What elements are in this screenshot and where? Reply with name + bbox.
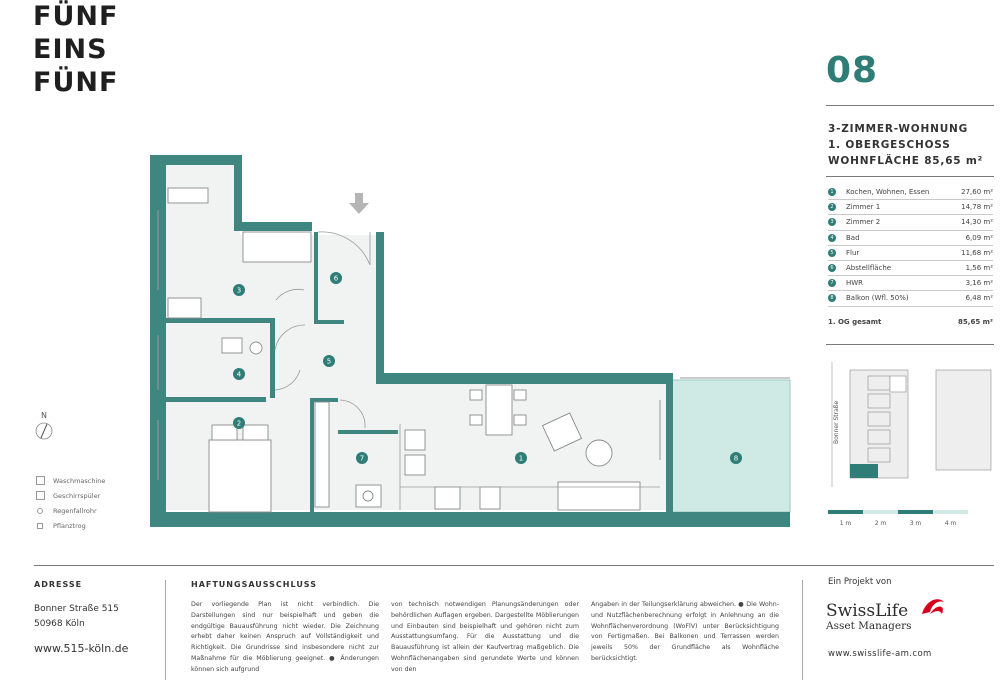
legend-item [36, 503, 105, 518]
disclaimer-column-2: von technisch notwendigen Planungsänderungen oder behördlichen Auflagen ergeben. Dargestellte Möblierungen und Einbauten sind beispielhaft und gehören nicht zum Ausstattungsumfang. Für die Ausstattung und die Bauausführung ist allein der Kaufvertrag maßgeblich. Die Wohnflächenangaben sind gerundete Werte und können von den [391, 601, 579, 673]
apartment-floor: 1. OBERGESCHOSS [828, 139, 951, 151]
room-number-badge: 6 [828, 264, 836, 272]
room-number-badge: 1 [828, 188, 836, 196]
apartment-type: 3-ZIMMER-WOHNUNG [828, 123, 969, 135]
total-row [828, 313, 993, 331]
key-plan [828, 362, 993, 487]
svg-text:2: 2 [236, 419, 242, 428]
room-name: HWR [846, 279, 864, 288]
room-area: 3,16 m² [965, 279, 993, 288]
project-by-label: Ein Projekt von [828, 577, 892, 587]
room-name: Balkon (Wfl. 50%) [846, 294, 909, 303]
balcony-area [670, 380, 790, 512]
scale-label: 2 m [874, 520, 887, 527]
svg-text:7: 7 [359, 454, 365, 463]
disclaimer-heading: HAFTUNGSAUSSCHLUSS [191, 580, 317, 589]
apartment-area: WOHNFLÄCHE 85,65 m² [828, 155, 984, 167]
logo-line-1: FÜNF [33, 1, 119, 32]
project-website-link[interactable]: www.515-köln.de [34, 642, 129, 655]
compass-north-label: N [41, 411, 47, 420]
legend-item [36, 518, 105, 533]
table-divider [826, 344, 994, 345]
floor-plan [140, 150, 800, 535]
svg-text:8: 8 [733, 454, 739, 463]
svg-text:6: 6 [333, 274, 339, 283]
svg-text:1: 1 [518, 454, 524, 463]
planter-icon [37, 523, 43, 529]
room-row [828, 200, 993, 215]
svg-text:4: 4 [236, 370, 242, 379]
room-name: Abstellfläche [846, 264, 892, 273]
downpipe-icon [37, 508, 43, 514]
room-number-badge: 4 [828, 234, 836, 242]
room-row [828, 231, 993, 246]
brand-website-link[interactable]: www.swisslife-am.com [828, 649, 932, 659]
legend-label: Regenfallrohr [53, 506, 97, 515]
room-number-badge: 5 [828, 249, 836, 257]
room-area: 11,68 m² [961, 248, 993, 257]
disclaimer-column-3: Angaben in der Teilungserklärung abweichen. ● Die Wohn- und Nutzflächenberechnung erfolgt in Anlehnung an die Wohnflächenverordnung (WoFlV) unter Berücksichtigung von Fertigmaßen. Bei Balkonen und Terrassen werden jeweils 50% der Grundfläche als Wohnfläche berücksichtigt. [591, 601, 779, 662]
address [34, 602, 119, 631]
room-name: Zimmer 2 [846, 218, 881, 227]
scale-label: 3 m [909, 520, 922, 527]
logo-line-3: FÜNF [33, 67, 119, 98]
legend-label: Pflanztrog [53, 521, 86, 530]
room-row [828, 261, 993, 276]
room-name: Flur [846, 248, 860, 257]
room-number-badge: 2 [828, 203, 836, 211]
room-area: 14,78 m² [961, 203, 993, 212]
room-area: 6,48 m² [965, 294, 993, 303]
room-name: Zimmer 1 [846, 203, 881, 212]
north-compass-icon [32, 410, 56, 444]
room-number-badge: 7 [828, 279, 836, 287]
room-row [828, 246, 993, 261]
room-area: 27,60 m² [961, 188, 993, 197]
room-area: 14,30 m² [961, 218, 993, 227]
legend-item [36, 488, 105, 503]
address-street: Bonner Straße 515 [34, 604, 119, 614]
address-city: 50968 Köln [34, 618, 85, 629]
svg-text:3: 3 [236, 286, 242, 295]
total-label: 1. OG gesamt [828, 317, 882, 326]
room-row [828, 185, 993, 200]
header-divider [826, 105, 994, 106]
footer-divider [34, 565, 994, 566]
brand-name: SwissLife [826, 601, 909, 621]
room-number-badge: 3 [828, 218, 836, 226]
room-area: 1,56 m² [965, 264, 993, 273]
unit-number: 08 [826, 50, 879, 91]
apartment-title [828, 121, 983, 169]
legend-label: Waschmaschine [53, 476, 106, 485]
footer-separator [165, 580, 166, 680]
scale-bar [828, 510, 968, 527]
dishwasher-icon [36, 491, 45, 500]
footer-separator [802, 580, 803, 680]
fuenf-eins-fuenf-logo [33, 0, 143, 99]
room-name: Bad [846, 233, 860, 242]
room-area: 6,09 m² [965, 233, 993, 242]
scale-label: 1 m [839, 520, 852, 527]
key-plan-street-label: Bonner Straße [833, 400, 840, 444]
svg-text:5: 5 [326, 357, 332, 366]
total-area: 85,65 m² [958, 317, 993, 326]
room-row [828, 291, 993, 306]
legend [36, 473, 105, 533]
scale-label: 4 m [944, 520, 957, 527]
legend-label: Geschirrspüler [53, 491, 101, 500]
room-name: Kochen, Wohnen, Essen [846, 188, 930, 197]
legend-item [36, 473, 105, 488]
brand-subline: Asset Managers [826, 620, 912, 632]
room-row [828, 276, 993, 291]
address-heading: ADRESSE [34, 580, 83, 589]
room-number-badge: 8 [828, 294, 836, 302]
room-area-table [828, 185, 993, 331]
logo-line-2: EINS [33, 34, 108, 65]
title-divider [826, 176, 994, 177]
washing-machine-icon [36, 476, 45, 485]
swisslife-logo [826, 594, 956, 634]
disclaimer-column-1: Der vorliegende Plan ist nicht verbindlich. Die Darstellungen sind nur beispielhaft und geben die endgültige Bauausführung nicht wieder. Die Zeichnung erhebt daher keinen Anspruch auf Vollständigkeit und Richtigkeit. Die Grundrisse sind insbesondere nicht zur Maßnahme für die Möblierung geeignet. ● Änderungen können sich aufgrund [191, 601, 379, 673]
room-row [828, 215, 993, 230]
